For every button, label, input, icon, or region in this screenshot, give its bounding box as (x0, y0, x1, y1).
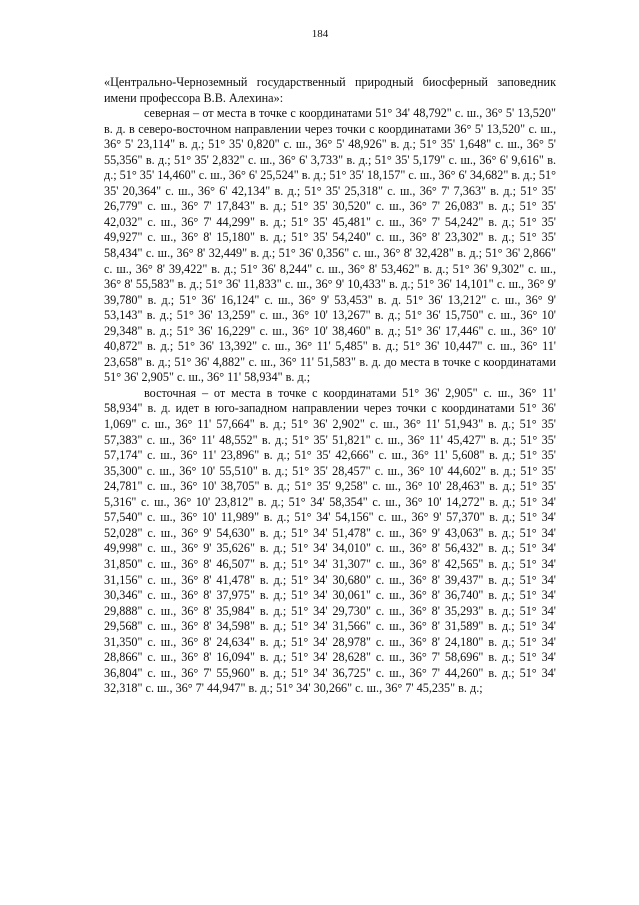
section-heading: «Центрально-Черноземный государственный природный биосферный заповедник имени профессора В.В. Алехина»: (104, 75, 556, 105)
paragraph-east-boundary: восточная – от места в точке с координатами 51° 36' 2,905" с. ш., 36° 11' 58,934" в. д. идет в юго-западном направлении через точки с координатами 51° 36' 1,069" с. ш., 36° 11' 57,664" в. д.; 51° 36' 2,902" с. ш., 36° 11' 51,943" в. д.; 51° 35' 57,383" с. ш., 36° 11' 48,552" в. д.; 51° 35' 51,821" с. ш., 36° 11' 45,427" в. д.; 51° 35' 57,174" с. ш., 36° 11' 23,896" в. д.; 51° 35' 42,666" с. ш., 36° 11' 5,608" в. д.; 51° 35' 35,300" с. ш., 36° 10' 55,510" в. д.; 51° 35' 28,457" с. ш., 36° 10' 44,602" в. д.; 51° 35' 24,781" с. ш., 36° 10' 38,705" в. д.; 51° 35' 9,258" с. ш., 36° 10' 28,463" в. д.; 51° 35' 5,316" с. ш., 36° 10' 23,812" в. д.; 51° 34' 58,354" с. ш., 36° 10' 14,272" в. д.; 51° 34' 57,540" с. ш., 36° 10' 11,989" в. д.; 51° 34' 54,156" с. ш., 36° 9' 57,370" в. д.; 51° 34' 52,028" с. ш., 36° 9' 54,630" в. д.; 51° 34' 51,478" с. ш., 36° 9' 43,063" в. д.; 51° 34' 49,998" с. ш., 36° 9' 35,626" в. д.; 51° 34' 34,010" с. ш., 36° 8' 56,432" в. д.; 51° 34' 31,850" с. ш., 36° 8' 46,507" в. д.; 51° 34' 31,307" с. ш., 36° 8' 42,565" в. д.; 51° 34' 31,156" с. ш., 36° 8' 41,478" в. д.; 51° 34' 30,680" с. ш., 36° 8' 39,437" в. д.; 51° 34' 30,346" с. ш., 36° 8' 37,975" в. д.; 51° 34' 30,061" с. ш., 36° 8' 36,740" в. д.; 51° 34' 29,888" с. ш., 36° 8' 35,984" в. д.; 51° 34' 29,730" с. ш., 36° 8' 35,293" в. д.; 51° 34' 29,568" с. ш., 36° 8' 34,598" в. д.; 51° 34' 31,566" с. ш., 36° 8' 31,589" в. д.; 51° 34' 31,350" с. ш., 36° 8' 24,634" в. д.; 51° 34' 28,978" с. ш., 36° 8' 24,180" в. д.; 51° 34' 28,866" с. ш., 36° 8' 16,094" в. д.; 51° 34' 28,628" с. ш., 36° 7' 58,696" в. д.; 51° 34' 36,804" с. ш., 36° 7' 55,960" в. д.; 51° 34' 36,725" с. ш., 36° 7' 44,260" в. д.; 51° 34' 32,318" с. ш., 36° 7' 44,947" в. д.; 51° 34' 30,266" с. ш., 36° 7' 45,235" в. д.; (104, 385, 556, 696)
paragraph-north-boundary: северная – от места в точке с координатами 51° 34' 48,792" с. ш., 36° 5' 13,520" в. д. в северо-восточном направлении через точки с координатами 36° 5' 13,520" с. ш., 36° 5' 23,114" в. д.; 51° 35' 0,820" с. ш., 36° 5' 48,926" в. д.; 51° 35' 1,648" с. ш., 36° 5' 55,356" в. д.; 51° 35' 2,832" с. ш., 36° 6' 3,733" в. д.; 51° 35' 5,179" с. ш., 36° 6' 9,616" в. д.; 51° 35' 14,460" с. ш., 36° 6' 25,524" в. д.; 51° 35' 18,157" с. ш., 36° 6' 34,682" в. д.; 51° 35' 20,364" с. ш., 36° 6' 42,134" в. д.; 51° 35' 25,318" с. ш., 36° 7' 7,363" в. д.; 51° 35' 26,779" с. ш., 36° 7' 17,843" в. д.; 51° 35' 30,520" с. ш., 36° 7' 26,083" в. д.; 51° 35' 42,032" с. ш., 36° 7' 44,299" в. д.; 51° 35' 45,481" с. ш., 36° 7' 54,242" в. д.; 51° 35' 49,927" с. ш., 36° 8' 15,180" в. д.; 51° 35' 54,240" с. ш., 36° 8' 23,302" в. д.; 51° 35' 58,434" с. ш., 36° 8' 32,449" в. д.; 51° 36' 0,356" с. ш., 36° 8' 32,428" в. д.; 51° 36' 2,866" с. ш., 36° 8' 39,422" в. д.; 51° 36' 8,244" с. ш., 36° 8' 53,462" в. д.; 51° 36' 9,302" с. ш., 36° 8' 55,583" в. д.; 51° 36' 11,833" с. ш., 36° 9' 10,433" в. д.; 51° 36' 14,101" с. ш., 36° 9' 39,780" в. д.; 51° 36' 16,124" с. ш., 36° 9' 53,453" в. д. 51° 36' 13,212" с. ш., 36° 9' 53,143" в. д.; 51° 36' 13,259" с. ш., 36° 10' 13,267" в. д.; 51° 36' 15,750" с. ш., 36° 10' 29,348" в. д.; 51° 36' 16,229" с. ш., 36° 10' 38,460" в. д.; 51° 36' 17,446" с. ш., 36° 10' 40,872" в. д.; 51° 36' 13,392" с. ш., 36° 11' 5,485" в. д.; 51° 36' 10,447" с. ш., 36° 11' 23,658" в. д.; 51° 36' 4,882" с. ш., 36° 11' 51,583" в. д. до места в точке с координатами 51° 36' 2,905" с. ш., 36° 11' 58,934" в. д.; (104, 106, 556, 385)
page-number: 184 (311, 28, 329, 40)
document-body (104, 75, 556, 697)
